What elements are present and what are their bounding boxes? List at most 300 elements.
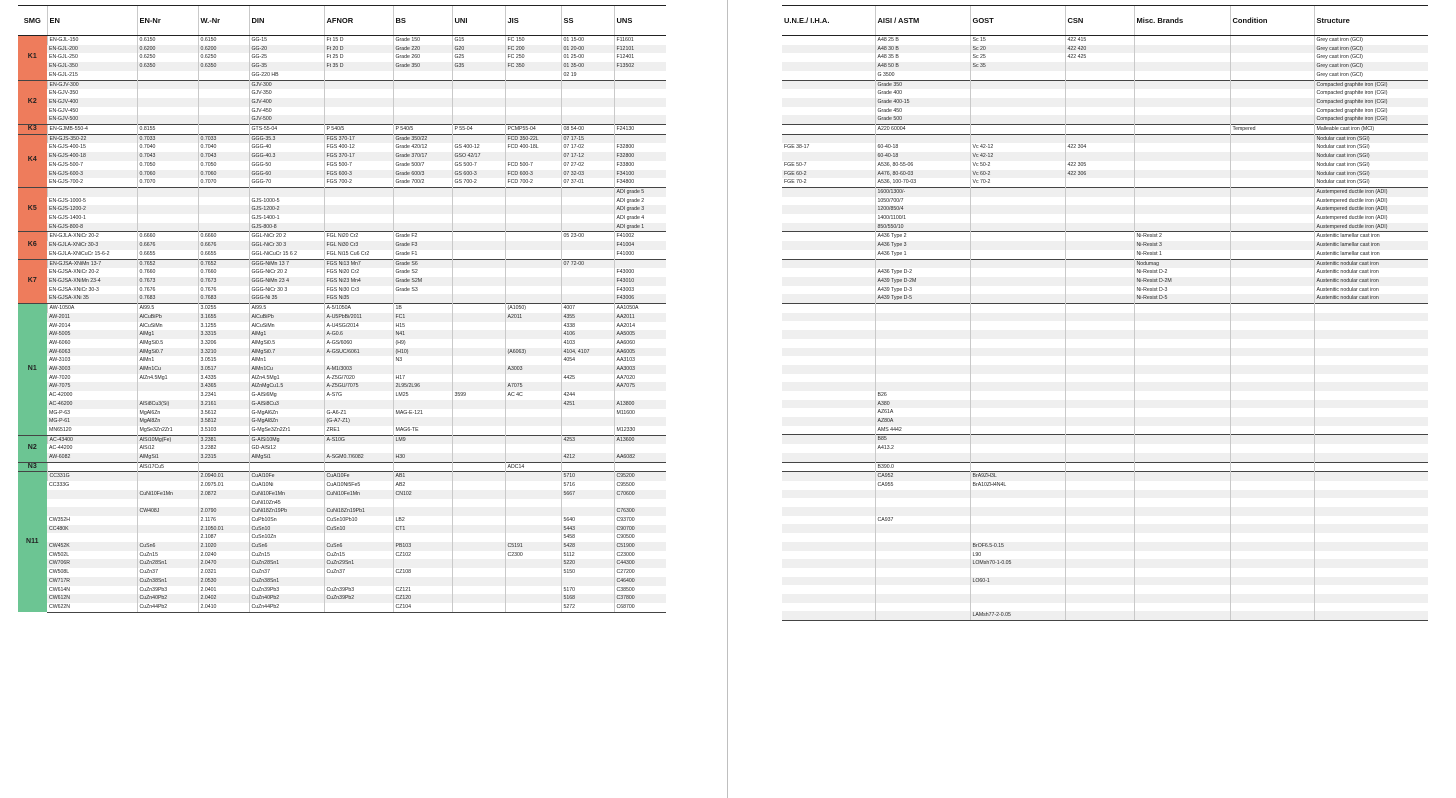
right-table-row [782,524,1428,533]
cell-en: AC-44200 [49,445,73,452]
cell-gost [970,330,1065,339]
right-table-row [782,339,1428,348]
cell-u-n-e-i-h-a [782,551,875,560]
cell-en-nr: AlSi17Cu5 [137,462,198,472]
cell-aisi-astm: A48 50 B [875,62,970,71]
cell-afnor: ZRE1 [324,426,393,435]
cell-afnor: FGS 370-17 [324,134,393,143]
left-table-row [18,214,666,223]
cell-structure [1314,374,1428,383]
cell-bs [393,223,452,232]
cell-en-nr: AlMn1Cu [137,365,198,374]
cell-din: GJS-1200-2 [249,205,324,214]
cell-bs: Grade 500/7 [393,161,452,170]
cell-w-nr [198,197,249,206]
cell-en-nr [137,98,198,107]
cell-condition [1230,286,1314,295]
cell-ss [561,382,614,391]
cell-en: EN-GJS-1400-1 [49,215,86,222]
cell-uni [452,313,505,322]
cell-gost [970,339,1065,348]
cell-bs: (H9) [393,339,452,348]
cell-condition [1230,36,1314,45]
cell-en: AW-6063 [47,348,137,357]
cell-ss: 07 37-01 [561,178,614,187]
cell-afnor: Ft 15 D [324,36,393,45]
cell-gost [970,408,1065,417]
cell-misc-brands: Ni-Resist D-2M [1134,277,1230,286]
cell-aisi-astm: A220 60004 [875,125,970,135]
right-page-table [782,5,1428,621]
left-header-row [18,6,666,36]
cell-en: MN65120 [49,426,72,433]
cell-din: GJV-300 [249,80,324,89]
cell-bs: LB2 [393,516,452,525]
cell-aisi-astm [875,382,970,391]
cell-uni [452,490,505,499]
cell-w-nr: 3.5612 [198,409,249,418]
cell-din: GGG-40.3 [249,152,324,161]
cell-en-nr: MgAl8Zn [137,417,198,426]
cell-en-nr: AlMn1 [137,356,198,365]
cell-aisi-astm: A48 30 B [875,45,970,54]
cell-u-n-e-i-h-a [782,134,875,143]
cell-condition [1230,197,1314,206]
cell-uns: C68700 [614,603,666,612]
cell-condition [1230,435,1314,444]
cell-aisi-astm: 60-40-18 [875,143,970,152]
cell-en-nr: CuNi10Fe1Mn [137,490,198,499]
cell-structure [1314,408,1428,417]
cell-u-n-e-i-h-a [782,400,875,409]
right-table-row [782,498,1428,507]
cell-din: GJV-400 [249,98,324,107]
left-table-row [18,435,666,444]
cell-en: AW-6060 [49,339,71,346]
cell-structure [1314,339,1428,348]
left-table-row [18,98,666,107]
cell-en-nr: 0.7683 [137,294,198,303]
cell-din: GJS-1000-5 [249,197,324,206]
cell-aisi-astm [875,524,970,533]
cell-uns: AA7020 [614,374,666,383]
cell-bs: Grade 600/3 [393,170,452,179]
cell-bs: Grade F3 [393,241,452,250]
cell-condition [1230,223,1314,232]
cell-gost [970,533,1065,542]
cell-csn [1065,585,1134,594]
cell-condition [1230,232,1314,241]
left-table-row [18,400,666,409]
cell-bs: Grade S2M [393,277,452,286]
cell-din: GD-AlSi12 [249,444,324,453]
cell-ss [561,89,614,98]
cell-uni [452,516,505,525]
left-table-row [18,277,666,286]
cell-gost [970,286,1065,295]
cell-misc-brands: Ni-Resist 3 [1134,241,1230,250]
right-table-row [782,62,1428,71]
cell-uns: AA2011 [614,313,666,322]
cell-csn [1065,365,1134,374]
cell-gost [970,348,1065,357]
cell-aisi-astm [875,453,970,462]
cell-u-n-e-i-h-a [782,330,875,339]
cell-ss [561,577,614,586]
cell-w-nr: 2.0530 [198,577,249,586]
cell-bs: MAG6-TE [393,426,452,435]
cell-en: EN-GJSA-XNiMn 13-7 [47,259,137,268]
cell-uns: F24130 [614,125,666,135]
cell-aisi-astm: A413.2 [875,444,970,453]
cell-u-n-e-i-h-a [782,268,875,277]
cell-afnor: A-Z5GU/7075 [324,382,393,391]
cell-w-nr: 3.2341 [198,391,249,400]
cell-ss [561,444,614,453]
cell-uni [452,568,505,577]
cell-en: EN-GJSA-XNiMn 23-4 [47,277,137,286]
right-table-row [782,170,1428,179]
cell-en-nr: CW408J [137,507,198,516]
cell-csn: 422 425 [1065,53,1134,62]
cell-uni [452,214,505,223]
left-table-row [18,374,666,383]
cell-csn [1065,71,1134,80]
cell-en: EN-GJS-1200-2 [47,205,137,214]
cell-en-nr: AlCuSiMn [137,322,198,331]
cell-uns: AA1050A [614,304,666,313]
cell-u-n-e-i-h-a [782,313,875,322]
cell-u-n-e-i-h-a [782,408,875,417]
right-table-row [782,594,1428,603]
cell-en: CW612N [47,594,137,603]
cell-condition [1230,542,1314,551]
cell-en-nr: CuZn15 [137,551,198,560]
cell-jis [505,374,561,383]
cell-afnor: CuZn29Sn1 [324,559,393,568]
left-table-row [18,462,666,472]
cell-csn: 422 306 [1065,170,1134,179]
cell-bs: Grade 420/12 [393,143,452,152]
cell-w-nr: 0.7673 [198,277,249,286]
cell-en-nr: AlCuBiPb [137,313,198,322]
cell-afnor: FGS 700-2 [324,178,393,187]
cell-gost [970,365,1065,374]
cell-gost: LO60-1 [970,577,1065,586]
cell-u-n-e-i-h-a [782,107,875,116]
cell-uns: F43010 [614,277,666,286]
cell-w-nr: 3.1655 [198,313,249,322]
cell-afnor: FGL Ni20 Cr2 [324,232,393,241]
cell-jis [505,426,561,435]
cell-csn [1065,408,1134,417]
cell-uni: P 55-04 [452,125,505,135]
cell-uni: GS 500-7 [452,161,505,170]
cell-misc-brands [1134,594,1230,603]
cell-jis: A7075 [505,382,561,391]
left-table-row [18,187,666,196]
cell-gost [970,453,1065,462]
cell-ss: 4106 [561,330,614,339]
cell-bs: LM9 [393,435,452,444]
cell-condition [1230,62,1314,71]
cell-bs: CN102 [393,490,452,499]
cell-aisi-astm: AZ80A [875,417,970,426]
cell-uns: AA7075 [614,382,666,391]
cell-ss [561,205,614,214]
cell-uni [452,286,505,295]
cell-en-nr: CuZn40Pb2 [137,594,198,603]
cell-din: AlCuBiPb [249,313,324,322]
right-table-row [782,98,1428,107]
cell-jis [505,507,561,516]
cell-structure: Austempered ductile iron (ADI) [1314,197,1428,206]
cell-jis: AC 4C [505,391,561,400]
cell-condition [1230,533,1314,542]
cell-afnor [324,356,393,365]
cell-uns: AA6060 [614,339,666,348]
smg-group-k5: K5 [18,187,47,232]
cell-afnor: FGS Ni20 Cr2 [324,268,393,277]
cell-gost [970,444,1065,453]
cell-en: CW717R [47,577,137,586]
left-table-row [18,533,666,542]
cell-misc-brands: Nodumag [1134,259,1230,268]
cell-uns: A13600 [614,435,666,444]
cell-bs: Grade 700/2 [393,178,452,187]
cell-bs [393,80,452,89]
smg-group-k7: K7 [18,259,47,304]
cell-en: EN-GJSA-XNiCr 20-2 [49,269,99,276]
cell-structure: Austenitic nodular cast iron [1314,277,1428,286]
left-table-row [18,472,666,481]
cell-aisi-astm: B390.0 [875,462,970,472]
left-table-row [18,205,666,214]
cell-jis [505,559,561,568]
cell-en-nr [137,516,198,525]
cell-bs [393,107,452,116]
cell-uni: G15 [452,36,505,45]
cell-en-nr [137,107,198,116]
cell-jis [505,481,561,490]
cell-afnor: A-G0.6 [324,330,393,339]
cell-csn [1065,490,1134,499]
cell-jis: FCD 400-18L [505,143,561,152]
cell-ss [561,223,614,232]
right-header-misc-brands: Misc. Brands [1134,6,1230,36]
cell-misc-brands [1134,577,1230,586]
left-header-uni: UNI [452,6,505,36]
cell-afnor: A-GS/6060 [324,339,393,348]
cell-jis [505,516,561,525]
cell-bs: CZ121 [393,586,452,595]
smg-group-n2: N2 [18,435,47,462]
cell-uni [452,187,505,196]
cell-uni [452,259,505,268]
cell-bs [393,214,452,223]
cell-en-nr: 0.6150 [137,36,198,45]
cell-bs: Grade S6 [393,259,452,268]
cell-jis [505,250,561,259]
cell-w-nr: 0.7043 [198,152,249,161]
right-table-row [782,516,1428,525]
cell-csn [1065,223,1134,232]
cell-uni [452,348,505,357]
cell-gost [970,304,1065,313]
cell-uns [614,134,666,143]
cell-bs: Grade 150 [393,36,452,45]
cell-csn: 422 415 [1065,36,1134,45]
cell-csn [1065,462,1134,472]
cell-misc-brands [1134,498,1230,507]
cell-uns [614,499,666,508]
right-table-row [782,507,1428,516]
cell-w-nr: 0.7660 [198,268,249,277]
cell-en-nr: 0.6250 [137,53,198,62]
cell-condition [1230,365,1314,374]
cell-afnor: CuSn10 [324,525,393,534]
right-table-row [782,71,1428,80]
cell-w-nr [198,462,249,472]
cell-u-n-e-i-h-a [782,507,875,516]
right-table-row [782,490,1428,499]
cell-condition [1230,250,1314,259]
cell-csn [1065,205,1134,214]
left-header-ss: SS [561,6,614,36]
cell-uni [452,268,505,277]
cell-u-n-e-i-h-a [782,71,875,80]
cell-w-nr: 3.4365 [198,382,249,391]
cell-jis [505,586,561,595]
cell-uni [452,444,505,453]
cell-aisi-astm [875,568,970,577]
cell-din: CuZn40Pb2 [249,594,324,603]
cell-u-n-e-i-h-a [782,339,875,348]
left-table-row [18,330,666,339]
cell-csn [1065,374,1134,383]
cell-en-nr [137,533,198,542]
cell-gost [970,71,1065,80]
cell-w-nr [198,107,249,116]
smg-group-k3: K3 [18,125,47,135]
cell-en-nr: CuZn28Sn1 [137,559,198,568]
cell-din: GJS-800-8 [249,223,324,232]
cell-u-n-e-i-h-a [782,214,875,223]
cell-misc-brands [1134,374,1230,383]
cell-bs: Grade 220 [393,45,452,54]
cell-csn [1065,400,1134,409]
cell-bs [393,507,452,516]
cell-ss [561,115,614,124]
cell-ss [561,462,614,472]
cell-en-nr: AlSi8Cu3(Si) [137,400,198,409]
cell-din: AlMgSi0.5 [249,339,324,348]
cell-condition [1230,205,1314,214]
cell-bs: 2L95/2L96 [393,382,452,391]
cell-gost [970,134,1065,143]
left-table-row [18,525,666,534]
cell-en: CW452K [47,542,137,551]
cell-ss: 08 54-00 [561,125,614,135]
cell-aisi-astm [875,542,970,551]
cell-en: EN-GJV-350 [49,90,79,97]
cell-ss: 07 17-02 [561,143,614,152]
cell-u-n-e-i-h-a [782,426,875,435]
cell-bs [393,577,452,586]
cell-csn: 422 420 [1065,45,1134,54]
right-table-row [782,533,1428,542]
left-table-row [18,134,666,143]
cell-jis [505,259,561,268]
right-table-row [782,250,1428,259]
cell-condition [1230,391,1314,400]
cell-aisi-astm: A436 Type 1 [875,250,970,259]
cell-en-nr: 0.7673 [137,277,198,286]
left-table-row [18,36,666,45]
cell-ss [561,187,614,196]
cell-misc-brands [1134,400,1230,409]
cell-csn [1065,134,1134,143]
cell-ss [561,241,614,250]
cell-condition [1230,268,1314,277]
cell-din [249,187,324,196]
smg-group-n3: N3 [18,462,47,472]
cell-bs: Grade 260 [393,53,452,62]
cell-ss: 01 25-00 [561,53,614,62]
cell-misc-brands [1134,568,1230,577]
cell-condition [1230,134,1314,143]
cell-aisi-astm [875,304,970,313]
cell-en-nr: 0.6350 [137,62,198,71]
cell-structure: Nodular cast iron (SGI) [1314,170,1428,179]
cell-din: AlMn1Cu [249,365,324,374]
cell-en: EN-GJL-200 [47,45,137,54]
smg-group-k6: K6 [18,232,47,259]
cell-w-nr [198,71,249,80]
cell-din: GG-15 [249,36,324,45]
cell-en: CW352H [49,516,71,523]
cell-structure [1314,321,1428,330]
right-table-row [782,36,1428,45]
cell-misc-brands [1134,115,1230,124]
cell-uni [452,400,505,409]
cell-u-n-e-i-h-a [782,205,875,214]
cell-structure [1314,472,1428,481]
right-table-row [782,143,1428,152]
cell-jis [505,409,561,418]
cell-u-n-e-i-h-a [782,45,875,54]
cell-csn [1065,268,1134,277]
cell-jis [505,435,561,444]
right-table-row [782,611,1428,620]
cell-csn [1065,286,1134,295]
right-table-row [782,223,1428,232]
cell-aisi-astm [875,330,970,339]
cell-csn [1065,294,1134,303]
cell-structure: Compacted graphite iron (CGI) [1314,107,1428,116]
cell-en-nr [137,382,198,391]
cell-condition [1230,585,1314,594]
cell-afnor [324,444,393,453]
cell-en-nr: CuZn37 [137,568,198,577]
cell-en-nr [137,115,198,124]
cell-jis [505,214,561,223]
cell-misc-brands: Ni-Resist 1 [1134,250,1230,259]
left-table-row [18,89,666,98]
cell-en-nr: CuSn6 [137,542,198,551]
cell-gost [970,313,1065,322]
cell-gost [970,80,1065,89]
